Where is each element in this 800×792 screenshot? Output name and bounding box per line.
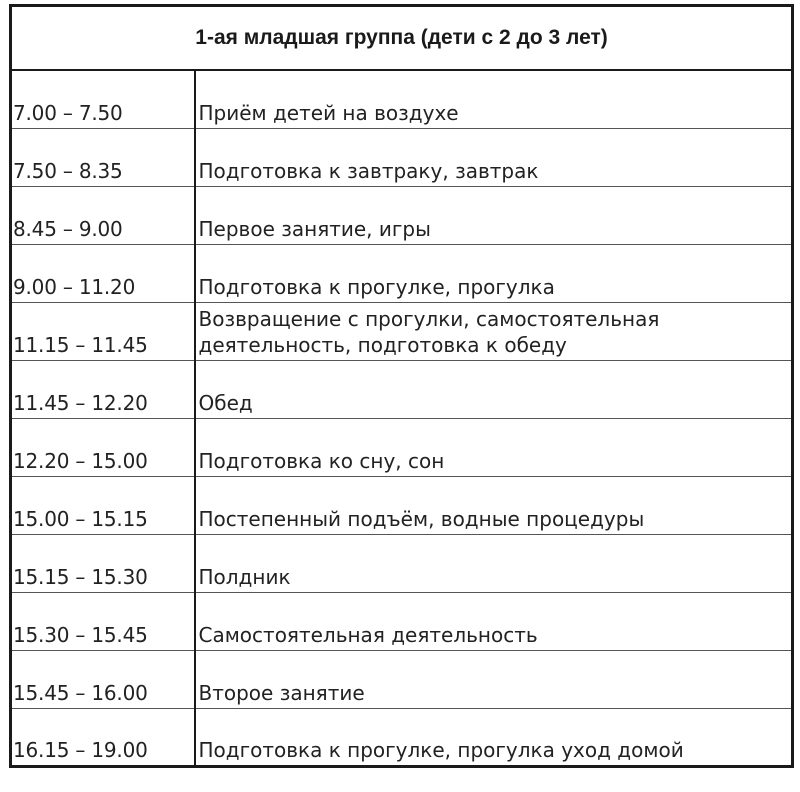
time-cell [11,593,195,651]
activity-text: Подготовка к завтраку, завтрак [198,159,539,183]
time-text: 11.45 – 12.20 [13,391,148,415]
table-row [11,651,793,709]
time-text: 7.00 – 7.50 [13,101,123,125]
time-text: 7.50 – 8.35 [13,159,123,183]
activity-text: Подготовка к прогулке, прогулка [198,275,555,299]
time-text: 11.15 – 11.45 [13,333,148,357]
time-cell [11,129,195,187]
time-text: 12.20 – 15.00 [13,449,148,473]
table-header-row [11,6,793,71]
activity-cell [195,419,793,477]
time-text: 15.30 – 15.45 [13,623,148,647]
table-row [11,419,793,477]
activity-cell [195,709,793,767]
activity-cell [195,477,793,535]
table-row [11,593,793,651]
table-row [11,129,793,187]
time-cell [11,245,195,303]
table-title: 1-ая младшая группа (дети с 2 до 3 лет) [11,6,793,71]
table-row [11,187,793,245]
table-row [11,535,793,593]
time-text: 16.15 – 19.00 [13,738,148,762]
time-text: 15.15 – 15.30 [13,565,148,589]
activity-text: Второе занятие [198,681,365,705]
table-row [11,245,793,303]
activity-cell [195,187,793,245]
time-cell [11,187,195,245]
time-cell [11,303,195,361]
activity-cell [195,535,793,593]
time-cell [11,477,195,535]
activity-cell [195,70,793,129]
daily-schedule-table [9,4,794,768]
time-cell [11,535,195,593]
activity-cell [195,651,793,709]
time-text: 15.00 – 15.15 [13,507,148,531]
time-cell [11,70,195,129]
activity-cell [195,303,793,361]
time-text: 15.45 – 16.00 [13,681,148,705]
activity-text: Возвращение с прогулки, самостоятельная деятельность, подготовка к обеду [198,307,660,357]
table-row [11,70,793,129]
activity-text: Полдник [198,565,291,589]
table-row [11,709,793,767]
time-cell [11,419,195,477]
activity-cell [195,129,793,187]
activity-text: Первое занятие, игры [198,217,431,241]
activity-text: Самостоятельная деятельность [198,623,538,647]
time-text: 9.00 – 11.20 [13,275,136,299]
table-row [11,303,793,361]
table-row [11,361,793,419]
activity-cell [195,245,793,303]
activity-text: Подготовка к прогулке, прогулка уход домой [198,738,684,762]
time-text: 8.45 – 9.00 [13,217,123,241]
activity-cell [195,593,793,651]
time-cell [11,651,195,709]
activity-text: Подготовка ко сну, сон [198,449,445,473]
activity-cell [195,361,793,419]
time-cell [11,361,195,419]
activity-text: Приём детей на воздухе [198,101,459,125]
activity-text: Постепенный подъём, водные процедуры [198,507,645,531]
table-row [11,477,793,535]
activity-text: Обед [198,391,253,415]
time-cell [11,709,195,767]
